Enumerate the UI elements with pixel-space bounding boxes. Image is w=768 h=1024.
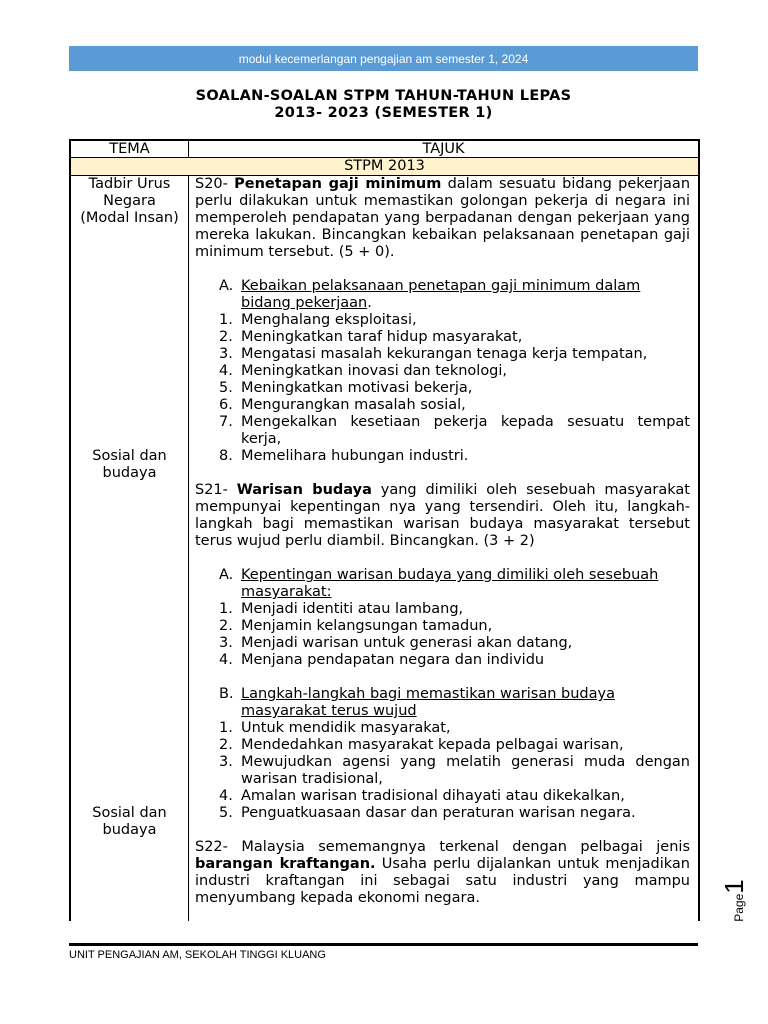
list-item-text: Mengurangkan masalah sosial, <box>241 397 466 413</box>
tema-line: (Modal Insan) <box>80 210 179 226</box>
list-item <box>219 329 690 346</box>
sub-suffix: . <box>367 295 372 311</box>
list-item-text: Penguatkuasaan dasar dan peraturan warisan negara. <box>241 805 636 821</box>
table-row <box>71 176 699 922</box>
list-item <box>219 737 690 754</box>
list-item-text: Meningkatkan motivasi bekerja, <box>241 380 473 396</box>
list-item-text: Meningkatkan inovasi dan teknologi, <box>241 363 508 379</box>
subheading-s20-a <box>219 278 690 312</box>
list-item <box>219 652 690 669</box>
list-item-text: Menghalang eksploitasi, <box>241 312 417 328</box>
question-keyword: barangan kraftangan. <box>195 856 376 872</box>
answer-list-s20 <box>195 312 690 465</box>
question-table-container <box>69 139 700 921</box>
list-item-text: Mewujudkan agensi yang melatih generasi muda dengan warisan tradisional, <box>241 754 690 787</box>
tema-line: Sosial dan <box>92 448 167 464</box>
list-item <box>219 805 690 822</box>
page-number <box>718 875 749 925</box>
question-text: S22- Malaysia sememangnya terkenal dengan pelbagai jenis <box>195 839 690 855</box>
col-header-tema: TEMA <box>71 141 189 158</box>
question-number: S20- <box>195 176 235 192</box>
year-row <box>71 158 699 176</box>
sub-text: Kebaikan pelaksanaan penetapan gaji minimum dalam bidang pekerjaan <box>241 278 641 311</box>
question-keyword: Warisan budaya <box>236 482 372 498</box>
sub-text: Kepentingan warisan budaya yang dimiliki oleh sesebuah masyarakat: <box>241 567 659 600</box>
list-item <box>219 720 690 737</box>
page-subtitle: 2013- 2023 (SEMESTER 1) <box>274 105 493 121</box>
footer-text: UNIT PENGAJIAN AM, SEKOLAH TINGGI KLUANG <box>69 949 326 961</box>
subheading-s21-a <box>219 567 690 601</box>
question-text: Usaha perlu dijalankan untuk menjadikan industri kraftangan ini sebagai satu industri yang mampu menyumbang kepada ekonomi negara. <box>195 856 690 906</box>
tajuk-cell <box>189 176 699 922</box>
list-item <box>219 448 690 465</box>
sub-marker: A. <box>219 567 234 583</box>
sub-marker: A. <box>219 278 234 294</box>
tema-line: Tadbir Urus <box>88 176 171 192</box>
question-table <box>70 140 699 921</box>
question-s20 <box>195 176 690 261</box>
list-item <box>219 397 690 414</box>
list-number: 2. <box>219 737 233 753</box>
table-header-row <box>71 141 699 158</box>
list-item <box>219 754 690 788</box>
list-number: 1. <box>219 312 233 328</box>
list-item-text: Menjana pendapatan negara dan individu <box>241 652 545 668</box>
list-number: 5. <box>219 380 233 396</box>
list-number: 3. <box>219 754 233 770</box>
list-item-text: Meningkatkan taraf hidup masyarakat, <box>241 329 523 345</box>
question-s21 <box>195 482 690 550</box>
list-item <box>219 363 690 380</box>
list-item-text: Untuk mendidik masyarakat, <box>241 720 451 736</box>
page-number-value: 1 <box>718 878 749 894</box>
tema-group-2 <box>71 448 188 482</box>
list-item <box>219 635 690 652</box>
tema-cell <box>71 176 189 922</box>
list-item-text: Amalan warisan tradisional dihayati atau dikekalkan, <box>241 788 625 804</box>
list-item-text: Mengatasi masalah kekurangan tenaga kerja tempatan, <box>241 346 648 362</box>
page-label: Page <box>731 893 746 922</box>
list-number: 5. <box>219 805 233 821</box>
list-item <box>219 788 690 805</box>
page-title: SOALAN-SOALAN STPM TAHUN-TAHUN LEPAS <box>195 88 572 104</box>
list-number: 2. <box>219 329 233 345</box>
sub-marker: B. <box>219 686 234 702</box>
question-text: dalam sesuatu bidang pekerjaan perlu dilakukan untuk memastikan golongan pekerja di negara ini memperoleh pendapatan yang berpadanan dengan pekerjaan yang mereka lakukan. Bincangkan kebaikan pelaksanaan penetapan gaji minimum tersebut. (5 + 0). <box>195 176 691 260</box>
list-item-text: Memelihara hubungan industri. <box>241 448 469 464</box>
header-text: modul kecemerlangan pengajian am semester 1, 2024 <box>238 51 529 66</box>
list-number: 6. <box>219 397 233 413</box>
list-number: 8. <box>219 448 233 464</box>
answer-list-s21-a <box>195 601 690 669</box>
list-number: 2. <box>219 618 233 634</box>
list-number: 4. <box>219 363 233 379</box>
list-number: 7. <box>219 414 233 430</box>
list-item-text: Mengekalkan kesetiaan pekerja kepada sesuatu tempat kerja, <box>241 414 690 447</box>
question-text: yang dimiliki oleh sesebuah masyarakat mempunyai kepentingan nya yang tersendiri. Oleh itu, langkah-langkah bagi memastikan warisan budaya masyarakat tersebut terus wujud perlu diambil. Bincangkan. (3 + 2) <box>195 482 690 549</box>
header-band <box>69 46 698 71</box>
list-item <box>219 380 690 397</box>
list-item-text: Mendedahkan masyarakat kepada pelbagai warisan, <box>241 737 624 753</box>
list-number: 1. <box>219 720 233 736</box>
sub-text: Langkah-langkah bagi memastikan warisan budaya masyarakat terus wujud <box>241 686 615 719</box>
tema-line: Sosial dan <box>92 805 167 821</box>
list-item <box>219 618 690 635</box>
list-item-text: Menjamin kelangsungan tamadun, <box>241 618 493 634</box>
question-s22 <box>195 839 690 907</box>
tema-line: budaya <box>102 465 157 481</box>
year-label: STPM 2013 <box>71 158 699 176</box>
tema-line: budaya <box>102 822 157 838</box>
subheading-s21-b <box>219 686 690 720</box>
list-item <box>219 414 690 448</box>
question-number: S21- <box>195 482 237 498</box>
tema-group-1 <box>71 176 188 227</box>
list-number: 3. <box>219 346 233 362</box>
list-item <box>219 601 690 618</box>
list-number: 4. <box>219 652 233 668</box>
question-keyword: Penetapan gaji minimum <box>234 176 442 192</box>
footer-divider <box>69 943 698 946</box>
list-item <box>219 312 690 329</box>
list-item-text: Menjadi identiti atau lambang, <box>241 601 464 617</box>
list-item-text: Menjadi warisan untuk generasi akan datang, <box>241 635 573 651</box>
list-number: 1. <box>219 601 233 617</box>
list-item <box>219 346 690 363</box>
list-number: 4. <box>219 788 233 804</box>
answer-list-s21-b <box>195 720 690 822</box>
list-number: 3. <box>219 635 233 651</box>
tema-group-3 <box>71 805 188 839</box>
col-header-tajuk: TAJUK <box>189 141 699 158</box>
tema-line: Negara <box>103 193 156 209</box>
